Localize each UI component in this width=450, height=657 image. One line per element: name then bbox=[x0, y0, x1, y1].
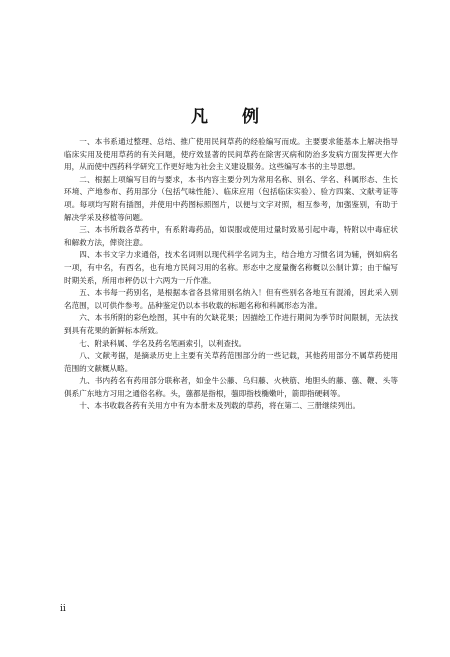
paragraph-1: 一、本书系通过整理、总结、推广使用民间草药的经验编写而成。主要要求能基本上解决指导临床实用及使用草药的有关问题，使疗效显著的民间草药在除害灭病和防治多发病方面发挥更大作用，从而使中西药科学研究工作更好地为社会主义建设服务。这些编写本书的主导思想。 bbox=[64, 137, 398, 172]
paragraph-2: 二、根据上项编写目的与要求，本书内容主要分列为常用名称、别名、学名、科属形态、生长环境、产地参布、药用部分（包括气味性能）、临床应用（包括临床实验）、验方四案、文献考证等项。每项均写附有插图，并使用中药图标照图片，以便与文字对照，相互参考，加强鉴别，有助于解决学采及移植等问题。 bbox=[64, 174, 398, 222]
paragraph-3: 三、本书所载各草药中，有系附毒药品，如误服或使用过量时致易引起中毒，特附以中毒症状和解救方法，俾资注意。 bbox=[64, 225, 398, 247]
paragraph-4: 四、本书文字力求通俗，技术名词则以现代科学名词为主，结合地方习惯名词为辅，例如病名一项，有中名，有西名，也有地方民间习用的名称。形态中之度量衡名称概以公制计算；由于编写时期关系，所用市秤仍以十六两为一斤作准。 bbox=[64, 250, 398, 285]
paragraph-10: 十、本书收载各药有关用方中有为本册未及列载的草药，将在第二、三册继续列出。 bbox=[79, 401, 361, 411]
paragraph-5: 五、本书每一药别名，是根据本省各县常用别名纳入！但有些别名各地互有混淆，因此采入别名范围，以可供作参考。品种鉴定仍以本书收载的标题名称和科属形态为准。 bbox=[64, 288, 398, 310]
body-text bbox=[64, 136, 398, 413]
page-number: ii bbox=[60, 604, 66, 614]
page-title: 凡 例 bbox=[191, 107, 273, 127]
paragraph-6: 六、本书所附的彩色绘图，其中有的欠缺花果；因描绘工作进行期间为季节时间限制，无法找到具有花果的新鲜标本所致。 bbox=[64, 313, 398, 335]
paragraph-7: 七、附录科属、学名及药名笔画索引，以利查找。 bbox=[79, 338, 247, 348]
paragraph-8: 八、文献考据，是摘录历史上主要有关草药范围部分的一些记载，其他药用部分不属草药使用范围的文献概从略。 bbox=[64, 351, 398, 373]
paragraph-9: 九、书内药名有药用部分联称者，如金牛公藤、乌归藤、火秧筋、地胆头的藤、蔃、鞭、头等俱系广东地方习用之通俗名称。头，蔃都是指根，蔃即指枝椭嫩叶，箭即指硬刺等。 bbox=[64, 376, 398, 398]
